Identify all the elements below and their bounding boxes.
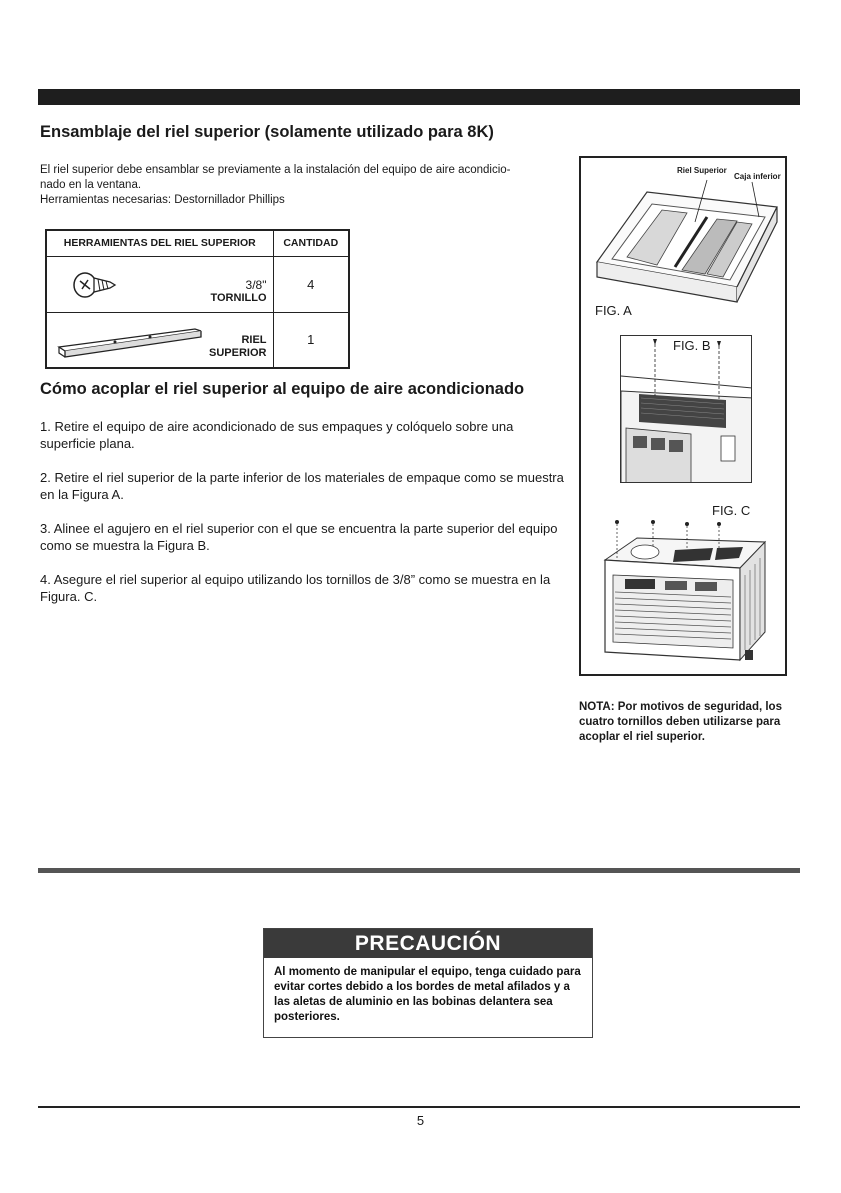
footer-line — [38, 1106, 800, 1108]
section-title: Ensamblaje del riel superior (solamente utilizado para 8K) — [40, 123, 494, 141]
callout-caja-inferior: Caja inferior — [734, 172, 781, 181]
section-divider — [38, 868, 800, 873]
callout-riel-superior: Riel Superior — [677, 166, 727, 175]
section-subtitle: Cómo acoplar el riel superior al equipo de aire acondicionado — [40, 380, 525, 398]
step-2: 2. Retire el riel superior de la parte inferior de los materiales de empaque como se muestra en la Figura A. — [40, 470, 564, 502]
fig-b-label: FIG. B — [673, 338, 711, 353]
intro-line-2: nado en la ventana. — [40, 179, 142, 191]
figure-a-illustration — [587, 162, 783, 307]
step-4: 4. Asegure el riel superior al equipo utilizando los tornillos de 3/8” como se muestra en la Figura. C. — [40, 572, 551, 604]
caution-text: Al momento de manipular el equipo, tenga cuidado para evitar cortes debido a los bordes de metal afilados y a las aletas de aluminio en las bobinas delantera sea posteriores. — [274, 966, 581, 1023]
table-row — [46, 312, 349, 368]
table-header-row — [46, 230, 349, 256]
screw-size: 3/8" — [245, 277, 267, 292]
rail-label — [209, 334, 266, 360]
rail-name-2: SUPERIOR — [209, 347, 267, 359]
intro-line-3: Herramientas necesarias: Destornillador Phillips — [40, 194, 285, 206]
tool-cell-rail — [46, 312, 273, 368]
intro-line-1: El riel superior debe ensamblar se previamente a la instalación del equipo de aire acondicio- — [40, 164, 511, 176]
figure-b-frame — [620, 335, 752, 483]
table-row — [46, 256, 349, 312]
header-bar — [38, 89, 800, 105]
rail-icon — [55, 317, 205, 361]
figure-b-illustration — [621, 336, 752, 483]
screw-label — [210, 279, 266, 305]
screw-name: TORNILLO — [210, 291, 267, 304]
col-header-qty: CANTIDAD — [273, 230, 349, 256]
screw-qty: 4 — [273, 256, 349, 312]
safety-note: NOTA: Por motivos de seguridad, los cuatro tornillos deben utilizarse para acoplar el riel superior. — [579, 701, 782, 743]
steps-list — [40, 418, 565, 622]
screw-icon — [55, 263, 125, 307]
tool-cell-screw — [46, 256, 273, 312]
caution-box — [263, 928, 593, 1038]
page-number: 5 — [416, 1113, 425, 1128]
figures-panel — [579, 156, 787, 676]
col-header-tools: HERRAMIENTAS DEL RIEL SUPERIOR — [46, 230, 273, 256]
fig-c-label: FIG. C — [712, 503, 751, 518]
step-3: 3. Alinee el agujero en el riel superior con el que se encuentra la parte superior del equipo como se muestra la Figura B. — [40, 521, 558, 553]
rail-qty: 1 — [273, 312, 349, 368]
caution-title: PRECAUCIÓN — [264, 929, 592, 958]
intro-text — [40, 163, 570, 208]
figure-c-illustration — [595, 520, 775, 668]
fig-a-label: FIG. A — [595, 303, 632, 318]
tools-table — [45, 229, 350, 369]
step-1: 1. Retire el equipo de aire acondicionado de sus empaques y colóquelo sobre una superficie plana. — [40, 419, 514, 451]
rail-name-1: RIEL — [241, 334, 267, 346]
